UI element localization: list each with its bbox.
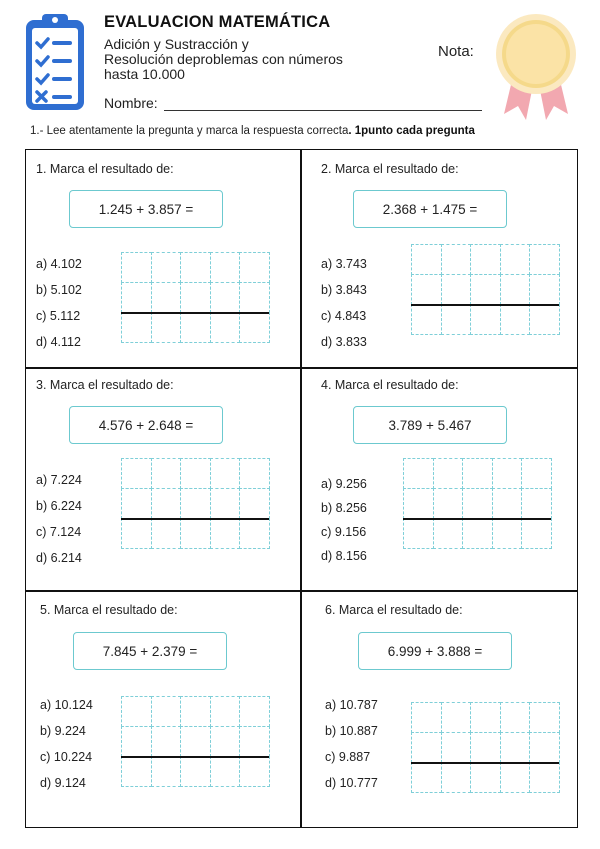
option-b[interactable]: b) 5.102 bbox=[36, 283, 82, 297]
option-b[interactable]: b) 8.256 bbox=[321, 501, 367, 515]
row-divider bbox=[25, 367, 578, 369]
instructions bbox=[30, 125, 475, 137]
question-title: 6. Marca el resultado de: bbox=[325, 603, 463, 617]
work-grid[interactable] bbox=[121, 696, 269, 786]
option-a[interactable]: a) 4.102 bbox=[36, 257, 82, 271]
option-b[interactable]: b) 3.843 bbox=[321, 283, 367, 297]
option-a[interactable]: a) 10.124 bbox=[40, 698, 93, 712]
subtitle-line: Resolución deproblemas con números bbox=[104, 51, 343, 67]
option-a[interactable]: a) 10.787 bbox=[325, 698, 378, 712]
question-title: 2. Marca el resultado de: bbox=[321, 162, 459, 176]
medal-icon bbox=[490, 10, 582, 122]
option-d[interactable]: d) 6.214 bbox=[36, 551, 82, 565]
expression-box: 2.368 + 1.475 = bbox=[353, 190, 507, 228]
option-c[interactable]: c) 5.112 bbox=[36, 309, 81, 323]
sum-line bbox=[403, 518, 551, 520]
option-b[interactable]: b) 6.224 bbox=[36, 499, 82, 513]
question-title: 5. Marca el resultado de: bbox=[40, 603, 178, 617]
grade-label: Nota: bbox=[438, 43, 474, 60]
expression-box: 4.576 + 2.648 = bbox=[69, 406, 223, 444]
subtitle-line: Adición y Sustracción y bbox=[104, 36, 249, 52]
work-grid[interactable] bbox=[411, 702, 559, 792]
sum-line bbox=[411, 304, 559, 306]
name-field[interactable] bbox=[164, 110, 482, 111]
page-title: EVALUACION MATEMÁTICA bbox=[104, 13, 331, 31]
option-d[interactable]: d) 9.124 bbox=[40, 776, 86, 790]
option-c[interactable]: c) 7.124 bbox=[36, 525, 82, 539]
option-c[interactable]: c) 10.224 bbox=[40, 750, 93, 764]
work-grid[interactable] bbox=[121, 252, 269, 342]
sum-line bbox=[121, 756, 269, 758]
option-d[interactable]: d) 4.112 bbox=[36, 335, 81, 349]
work-grid[interactable] bbox=[121, 458, 269, 548]
expression-box: 6.999 + 3.888 = bbox=[358, 632, 512, 670]
work-grid[interactable] bbox=[403, 458, 551, 548]
instruction-bold: . 1punto cada pregunta bbox=[348, 125, 475, 137]
sum-line bbox=[121, 312, 269, 314]
column-divider bbox=[300, 149, 302, 828]
option-d[interactable]: d) 10.777 bbox=[325, 776, 378, 790]
sum-line bbox=[121, 518, 269, 520]
question-title: 3. Marca el resultado de: bbox=[36, 378, 174, 392]
option-b[interactable]: b) 10.887 bbox=[325, 724, 378, 738]
question-title: 4. Marca el resultado de: bbox=[321, 378, 459, 392]
option-a[interactable]: a) 3.743 bbox=[321, 257, 367, 271]
row-divider bbox=[25, 590, 578, 592]
expression-box: 1.245 + 3.857 = bbox=[69, 190, 223, 228]
option-a[interactable]: a) 7.224 bbox=[36, 473, 82, 487]
work-grid[interactable] bbox=[411, 244, 559, 334]
name-label: Nombre: bbox=[104, 95, 158, 111]
expression-box: 7.845 + 2.379 = bbox=[73, 632, 227, 670]
option-b[interactable]: b) 9.224 bbox=[40, 724, 86, 738]
sum-line bbox=[411, 762, 559, 764]
option-d[interactable]: d) 8.156 bbox=[321, 549, 367, 563]
option-d[interactable]: d) 3.833 bbox=[321, 335, 367, 349]
instruction-text: 1.- Lee atentamente la pregunta y marca la respuesta correcta bbox=[30, 125, 349, 137]
option-c[interactable]: c) 4.843 bbox=[321, 309, 367, 323]
question-title: 1. Marca el resultado de: bbox=[36, 162, 174, 176]
option-a[interactable]: a) 9.256 bbox=[321, 477, 367, 491]
subtitle bbox=[104, 37, 404, 82]
option-c[interactable]: c) 9.887 bbox=[325, 750, 371, 764]
option-c[interactable]: c) 9.156 bbox=[321, 525, 367, 539]
subtitle-line: hasta 10.000 bbox=[104, 66, 185, 82]
clipboard-checklist-icon bbox=[22, 10, 88, 114]
expression-box: 3.789 + 5.467 bbox=[353, 406, 507, 444]
